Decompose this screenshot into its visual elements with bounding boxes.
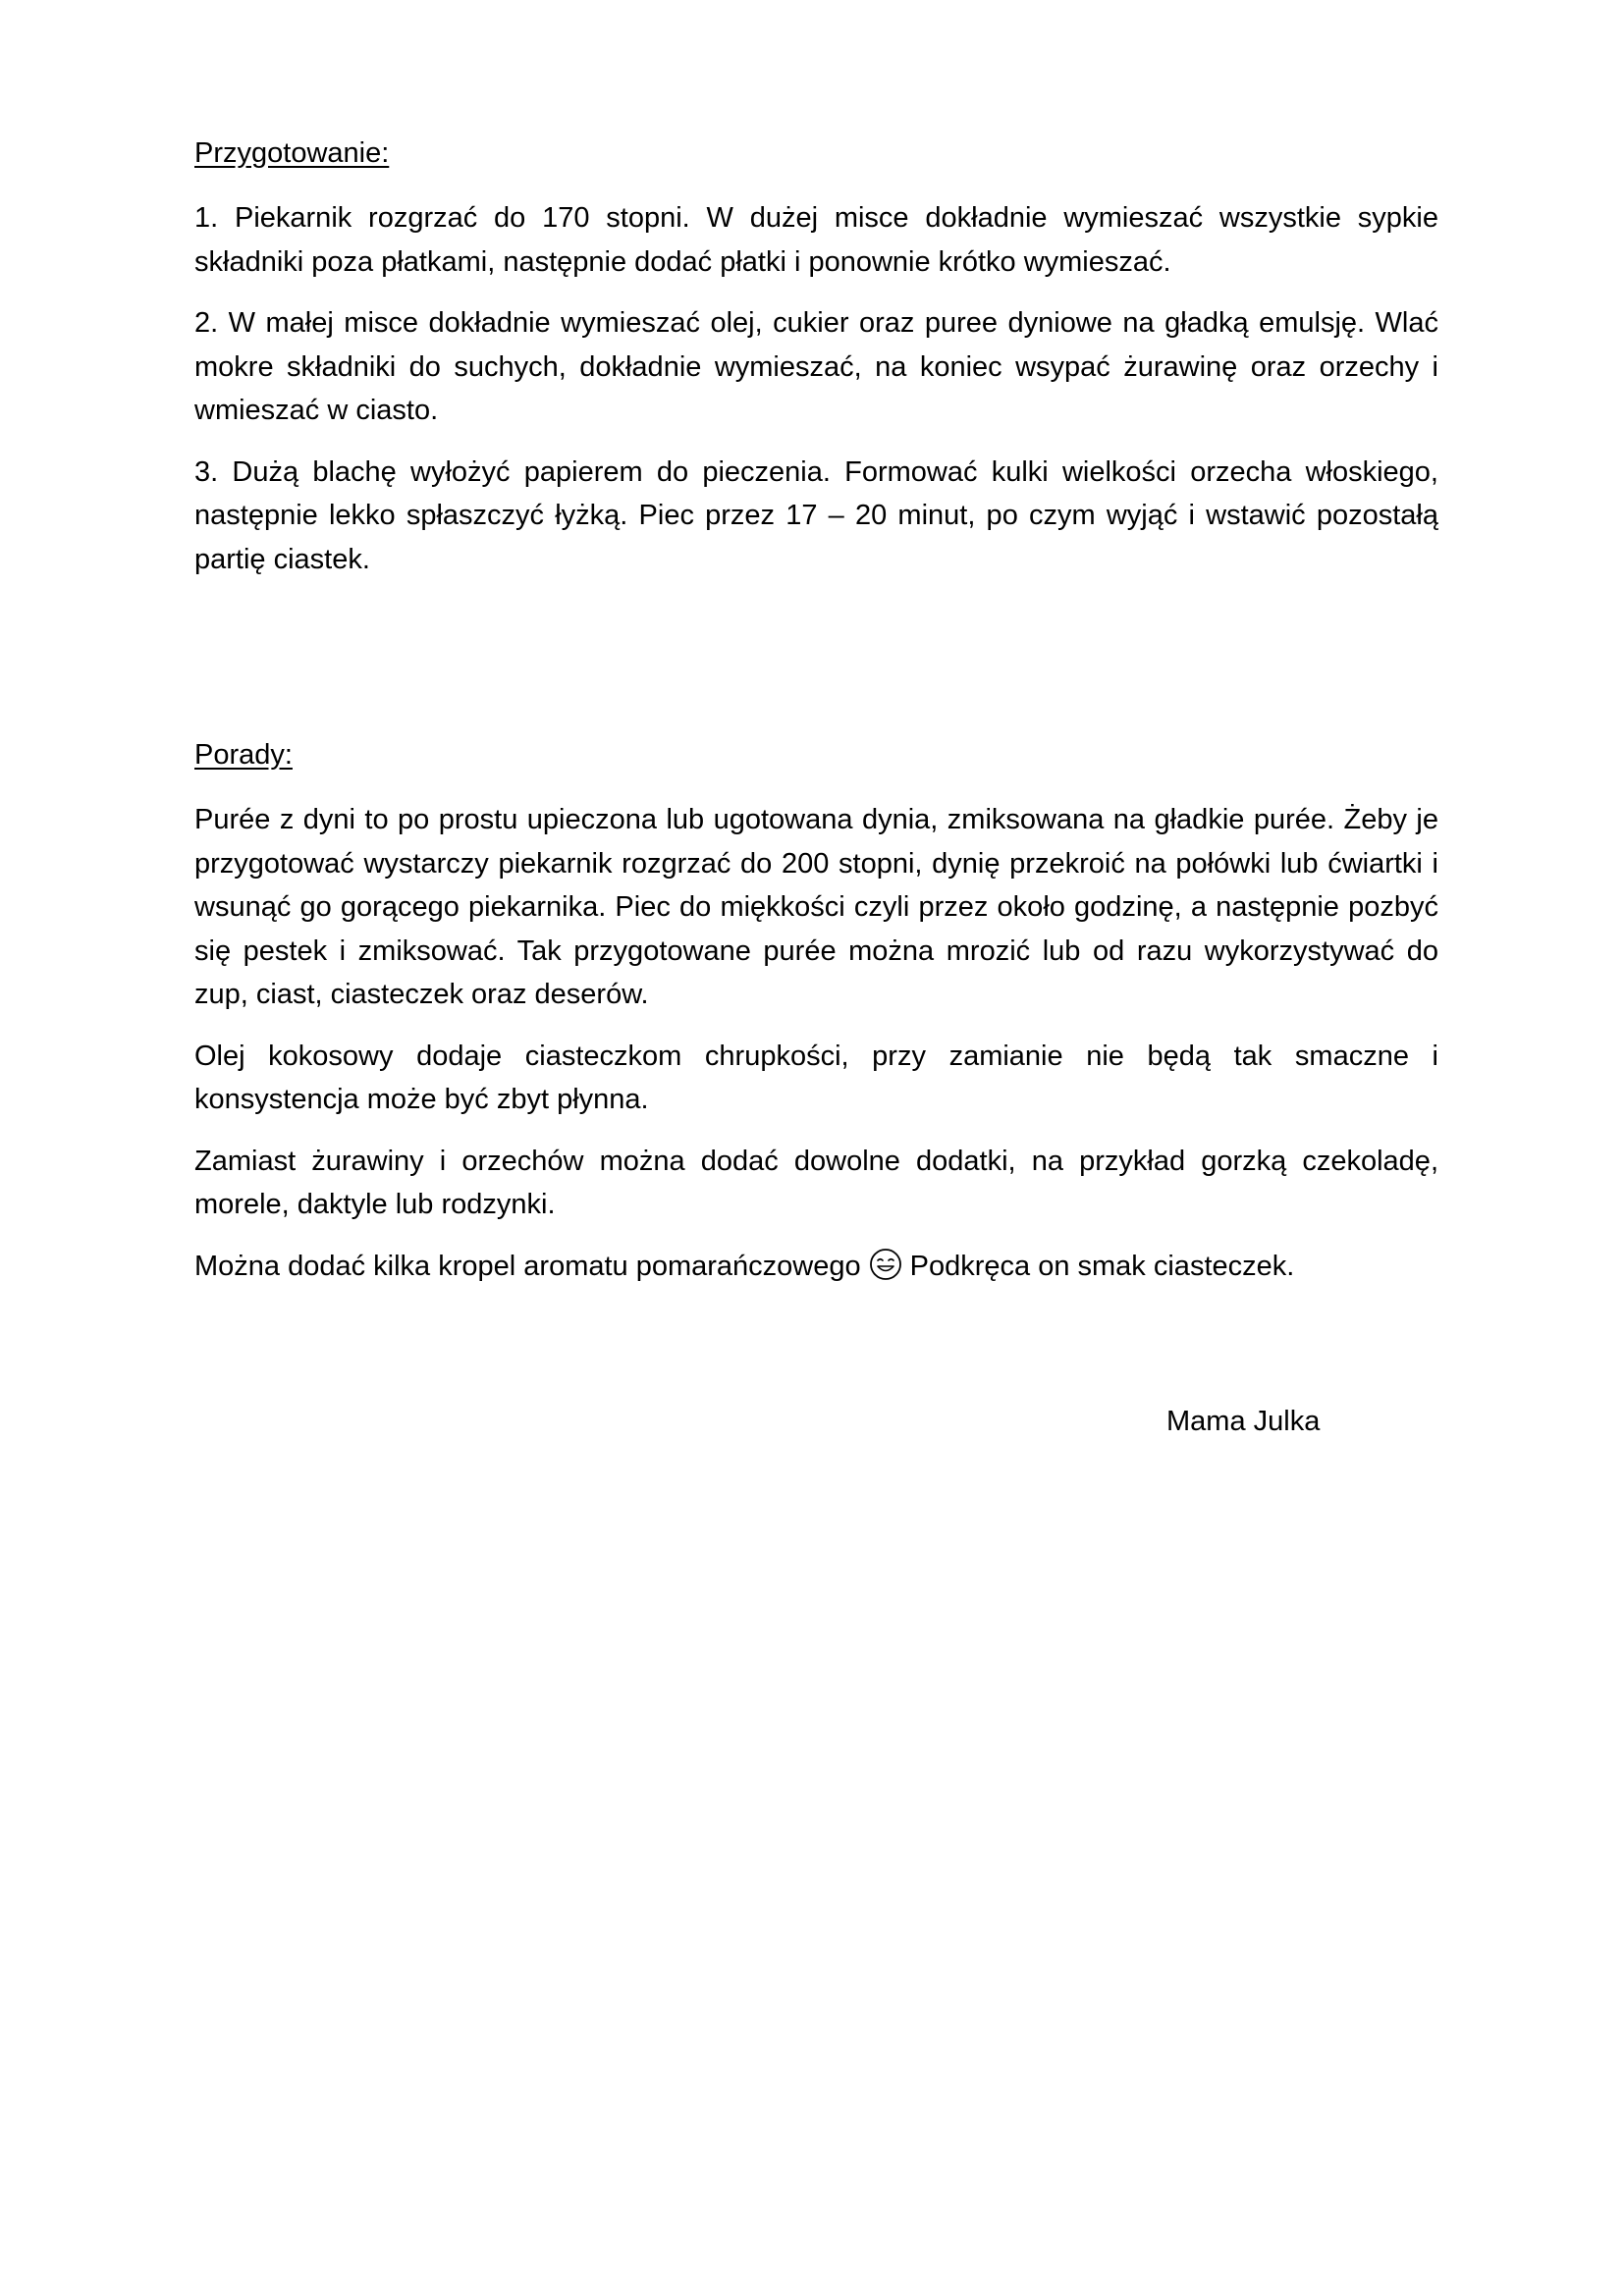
smiley-face-icon [869, 1248, 902, 1281]
tip-paragraph-1: Purée z dyni to po prostu upieczona lub ugotowana dynia, zmiksowana na gładkie purée. Żeby je przygotować wystarczy piekarnik rozgrzać do 200 stopni, dynię przekroić na połówki lub ćwiartki i wsunąć go gorącego piekarnika. Piec do miękkości czyli przez około godzinę, a następnie pozbyć się pestek i zmiksować. Tak przygotowane purée można mrozić lub od razu wykorzystywać do zup, ciast, ciasteczek oraz deserów. [194, 804, 1438, 1010]
document-body [194, 132, 1438, 1306]
preparation-step-3: 3. Dużą blachę wyłożyć papierem do pieczenia. Formować kulki wielkości orzecha włoskiego, następnie lekko spłaszczyć łyżką. Piec przez 17 – 20 minut, po czym wyjąć i wstawić pozostałą partię ciastek. [194, 455, 1438, 575]
tip-paragraph-2: Olej kokosowy dodaje ciasteczkom chrupkości, przy zamianie nie będą tak smaczne i konsystencja może być zbyt płynna. [194, 1040, 1438, 1115]
tip-paragraph-4-text-start: Można dodać kilka kropel aromatu pomarańczowego [194, 1250, 861, 1282]
tip-paragraph-3: Zamiast żurawiny i orzechów można dodać dowolne dodatki, na przykład gorzką czekoladę, morele, daktyle lub rodzynki. [194, 1145, 1438, 1220]
tip-paragraph-4 [194, 1245, 1438, 1289]
signature: Mama Julka [1166, 1406, 1321, 1437]
tips-heading: Porady: [194, 739, 293, 771]
section-spacer [194, 599, 1438, 733]
preparation-heading: Przygotowanie: [194, 137, 390, 169]
preparation-step-1: 1. Piekarnik rozgrzać do 170 stopni. W dużej misce dokładnie wymieszać wszystkie sypkie składniki poza płatkami, następnie dodać płatki i ponownie krótko wymieszać. [194, 202, 1438, 278]
tip-paragraph-4-text-end: Podkręca on smak ciasteczek. [909, 1250, 1295, 1282]
preparation-step-2: 2. W małej misce dokładnie wymieszać olej, cukier oraz puree dyniowe na gładką emulsję. Wlać mokre składniki do suchych, dokładnie wymieszać, na koniec wsypać żurawinę oraz orzechy i wmieszać w ciasto. [194, 307, 1438, 426]
